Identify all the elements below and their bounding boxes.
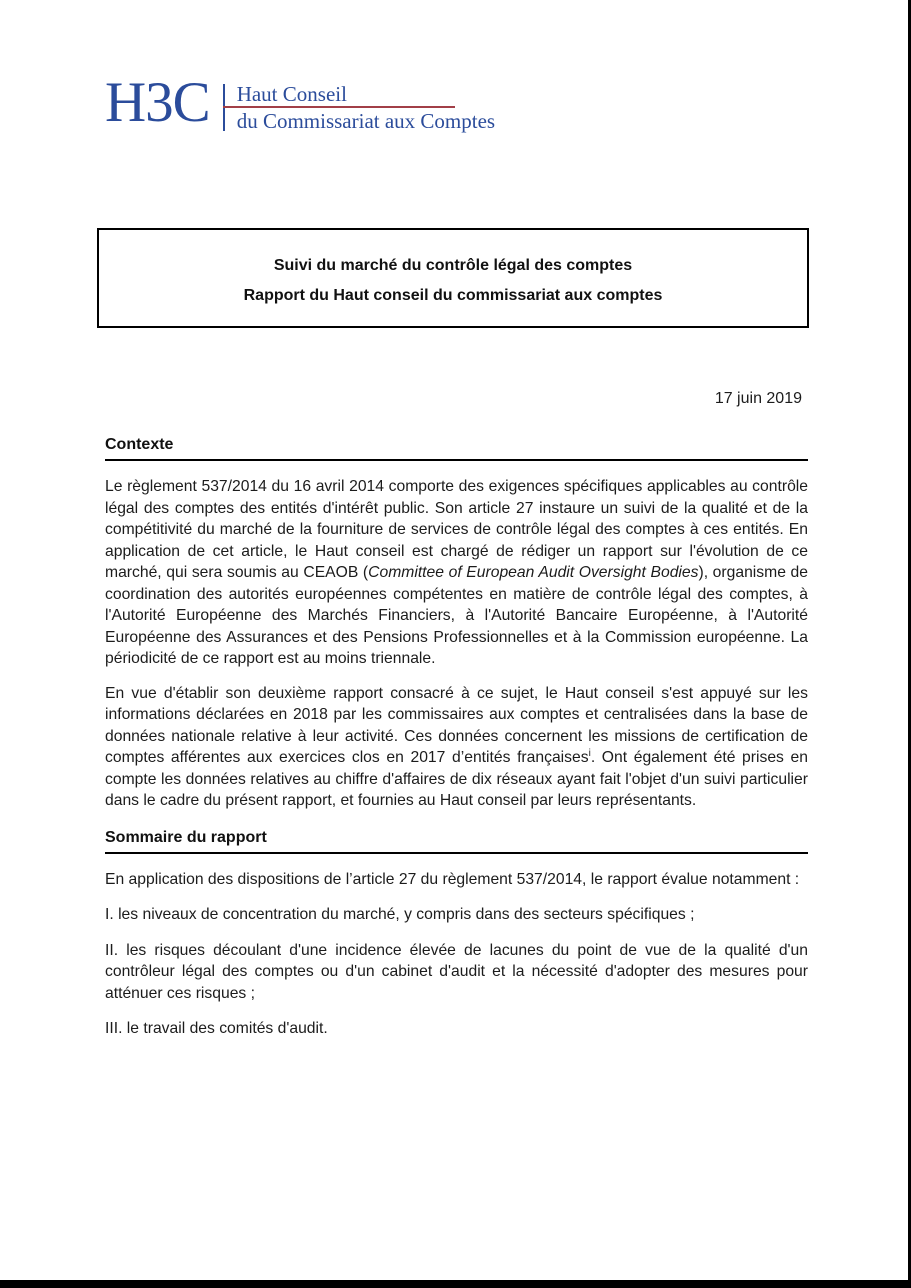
contexte-p1-text-b: ), organisme de coordination des autorités européennes compétentes en matière de contrôle légal des comptes, à l'Autorité Européenne des Marchés Financiers, à l'Autorité Bancaire Européenne, à l'Autorité Européenne des Assurances et des Pensions Professionnelles et à la Commission européenne. La périodicité de ce rapport est au moins triennale. xyxy=(105,564,809,667)
logo-org-line2: du Commissariat aux Comptes xyxy=(236,109,496,133)
h3c-logo-acronym: H3C xyxy=(105,71,210,134)
contexte-p1-text-a: Le règlement 537/2014 du 16 avril 2014 comporte des exigences spécifiques applicables au contrôle légal des comptes des entités d'intérêt public. Son article 27 instaure un suivi de la qualité et de la compétitivité du marché de la fourniture de services de contrôle légal des comptes à ces entités. En application de cet article, le Haut conseil est chargé de rédiger un rapport sur l'évolution de ce marché, qui sera soumis au CEAOB ( xyxy=(105,478,808,581)
report-date: 17 juin 2019 xyxy=(714,390,802,407)
section-heading-sommaire: Sommaire du rapport xyxy=(105,828,808,854)
sommaire-intro: En application des dispositions de l’article 27 du règlement 537/2014, le rapport évalue notamment : xyxy=(105,870,800,888)
contexte-p2-text-b: . Ont également été prises en compte les données relatives au chiffre d'affaires de dix réseaux ayant fait l'objet d'un suivi particulier dans le cadre du présent rapport, et fournies au Haut conseil par leurs représentants. xyxy=(105,749,808,809)
page-content xyxy=(105,71,809,1040)
contexte-paragraph-1 xyxy=(105,476,808,670)
contexte-p1-italic-ceaob: Committee of European Audit Oversight Bodies xyxy=(368,564,699,581)
sommaire-item-3: III. le travail des comités d'audit. xyxy=(105,1020,328,1037)
report-title-line2: Rapport du Haut conseil du commissariat aux comptes xyxy=(243,287,663,304)
sommaire-item-1: I. les niveaux de concentration du marché, y compris dans des secteurs spécifiques ; xyxy=(105,906,695,923)
endnote-reference-i: i xyxy=(588,747,591,759)
logo-red-rule xyxy=(223,106,455,108)
h3c-logo xyxy=(105,71,808,134)
logo-org-name xyxy=(237,83,495,132)
section-heading-contexte: Contexte xyxy=(105,435,808,461)
report-title-line1: Suivi du marché du contrôle légal des comptes xyxy=(273,257,633,274)
contexte-p2-text-a: En vue d'établir son deuxième rapport consacré à ce sujet, le Haut conseil s'est appuyé sur les informations déclarées en 2018 par les commissaires aux comptes et centralisées dans la base de données nationale relative à leur activité. Ces données concernent les missions de certification de comptes afférentes aux exercices clos en 2017 d’entités françaises xyxy=(105,684,808,766)
sommaire-item-2: II. les risques découlant d'une incidence élevée de lacunes du point de vue de la qualité d'un contrôleur légal des comptes ou d'un cabinet d'audit et la nécessité d'adopter des mesures pour atténuer ces risques ; xyxy=(105,941,808,1002)
report-title-box xyxy=(97,228,809,328)
contexte-paragraph-2 xyxy=(105,683,808,812)
scan-edge-bottom xyxy=(0,1280,911,1288)
logo-org-line1: Haut Conseil xyxy=(236,82,347,106)
